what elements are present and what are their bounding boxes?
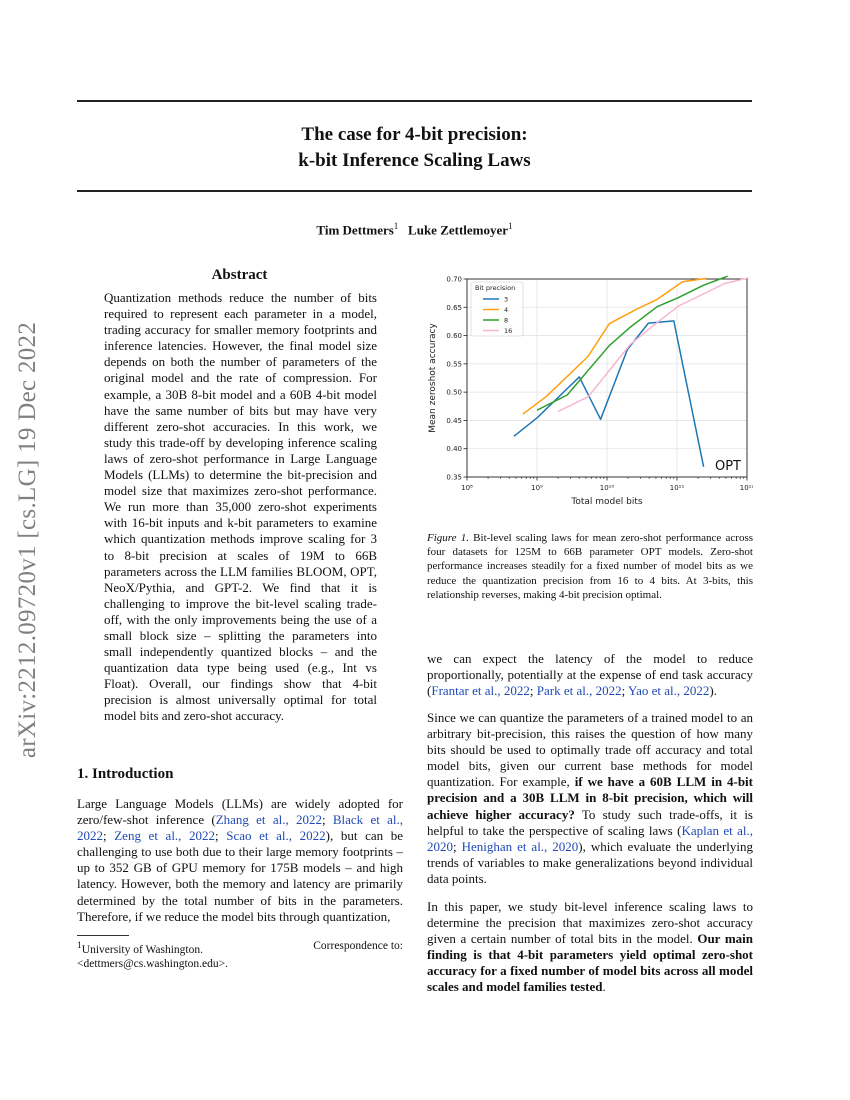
footnote [77,939,403,971]
footnote-affiliation: University of Washington. [81,943,203,956]
title-line-1: The case for 4-bit precision: [301,124,528,145]
legend-title: Bit precision [475,284,516,292]
y-tick-label: 0.35 [446,473,462,482]
figure-1-chart [425,268,753,511]
arxiv-stamp: arXiv:2212.09720v1 [cs.LG] 19 Dec 2022 [14,321,41,759]
series-line-3-bit [514,321,704,467]
y-tick-label: 0.40 [446,445,462,454]
figure-caption [427,531,753,602]
author-name: Luke Zettlemoyer [408,222,509,238]
affiliation-mark: 1 [508,221,513,231]
x-tick-label: 10¹⁰ [599,484,615,492]
abstract-heading: Abstract [211,267,268,283]
y-tick-label: 0.45 [446,416,462,425]
legend-label: 16 [504,326,513,335]
legend-label: 4 [504,305,509,314]
x-tick-label: 10¹¹ [669,484,685,492]
x-axis-label: Total model bits [571,497,643,506]
affiliation-mark: 1 [393,221,399,231]
footnote-email[interactable]: <dettmers@cs.washington.edu>. [77,957,228,970]
section-heading: 1. Introduction [77,766,174,782]
figure-label: Figure 1. [427,532,469,544]
title-line-2: k-bit Inference Scaling Laws [298,150,531,171]
right-paragraph-2: Since we can quantize the parameters of a trained model to an arbitrary bit-precision, this raises the question of how many bits should be used to optimally trade off accuracy and total model bits, given our current base methods for model quantization. For example, if we have a 60B LLM in 4-bit precision and a 30B LLM in 8-bit precision, which will achieve higher accuracy? To study such trade-offs, it is helpful to take the perspective of scaling laws (Kaplan et al., 2020; Henighan et al., 2020), which evaluate the underlying trends of variables to make generalizations beyond individual data points. [427,710,753,886]
citation-link[interactable]: Kaplan et al., 2020 [427,822,753,854]
paper-title [77,122,752,174]
y-tick-label: 0.60 [446,332,462,341]
citation-link[interactable]: Park et al., 2022 [536,683,622,699]
abstract-text: Quantization methods reduce the number of bits required to represent each parameter in a model, trading accuracy for smaller memory footprints and inference latencies. However, the final model size depends on both the number of parameters of the original model and the rate of compression. For example, a 30B 8-bit model and a 60B 4-bit model have the same number of bits but may have very different zero-shot accuracies. In this work, we study this trade-off by developing inference scaling laws of zero-shot performance in Large Language Models (LLMs) to determine the bit-precision and model size that maximizes zero-shot performance. We run more than 35,000 zero-shot experiments with 16-bit inputs and k-bit parameters to examine which quantization methods improve scaling for 3 to 8-bit precision at scales of 19M to 66B parameters across the LLM families BLOOM, OPT, NeoX/Pythia, and GPT-2. We find that it is challenging to improve the bit-level scaling trade-off, with the only improvements being the use of a small block size – splitting the parameters into small independently quantized blocks – and the quantization data type being used (e.g., Int vs Float). Overall, our findings show that 4-bit precision is almost universally optimal for total model bits and zero-shot accuracy. [104,290,377,724]
intro-paragraph: Large Language Models (LLMs) are widely adopted for zero/few-shot inference (Zhang et al., 2022; Black et al., 2022; Zeng et al., 2022; Scao et al., 2022), but can be challenging to use both due to their large memory footprints – up to 352 GB of GPU memory for 175B models – and high latency. However, both the memory and latency are primarily determined by the total number of bits in the parameters. Therefore, if we reduce the model bits through quantization, [77,796,403,924]
title-bottom-rule [77,190,752,192]
footnote-rule [77,935,129,936]
citation-link[interactable]: Frantar et al., 2022 [431,683,530,699]
citation-link[interactable]: Zeng et al., 2022 [114,828,216,844]
citation-link[interactable]: Zhang et al., 2022 [215,812,322,828]
y-tick-label: 0.70 [446,275,462,284]
y-axis-label: Mean zeroshot accuracy [428,323,438,433]
y-tick-label: 0.50 [446,388,462,397]
author-name: Tim Dettmers [316,222,394,238]
x-tick-label: 10⁸ [461,484,473,492]
citation-link[interactable]: Yao et al., 2022 [628,683,710,699]
chart-annotation: OPT [714,459,741,474]
legend [471,282,523,336]
chart-svg [425,268,753,506]
legend-label: 3 [504,295,509,304]
citation-link[interactable]: Henighan et al., 2020 [461,838,579,854]
citation-link[interactable]: Scao et al., 2022 [226,828,326,844]
y-tick-label: 0.55 [446,360,462,369]
author-list [77,221,752,238]
legend-label: 8 [504,316,509,325]
title-top-rule [77,100,752,102]
footnote-mark: 1 [77,940,82,951]
figure-caption-text: Bit-level scaling laws for mean zero-shot performance across four datasets for 125M to 66B parameter OPT models. Zero-shot performance increases steadily for a fixed number of model bits as we reduce the quantization precision from 16 to 4 bits. At 3-bits, this relationship reverses, making 4-bit precision optimal. [427,532,754,601]
citation-link[interactable]: Black et al., 2022 [77,812,403,844]
footnote-correspondence: Correspondence to: [313,940,403,952]
x-tick-label: 10⁹ [531,484,543,492]
right-paragraph-3: In this paper, we study bit-level inference scaling laws to determine the precision that maximizes zero-shot accuracy given a certain number of total bits in the model. Our main finding is that 4-bit parameters yield optimal zero-shot accuracy for a fixed number of model bits across all model scales and model families tested. [427,899,753,995]
x-tick-label: 10¹² [739,484,753,492]
right-paragraph-1: we can expect the latency of the model to reduce proportionally, potentially at the expense of end task accuracy (Frantar et al., 2022; Park et al., 2022; Yao et al., 2022). [427,651,753,699]
y-tick-label: 0.65 [446,303,462,312]
